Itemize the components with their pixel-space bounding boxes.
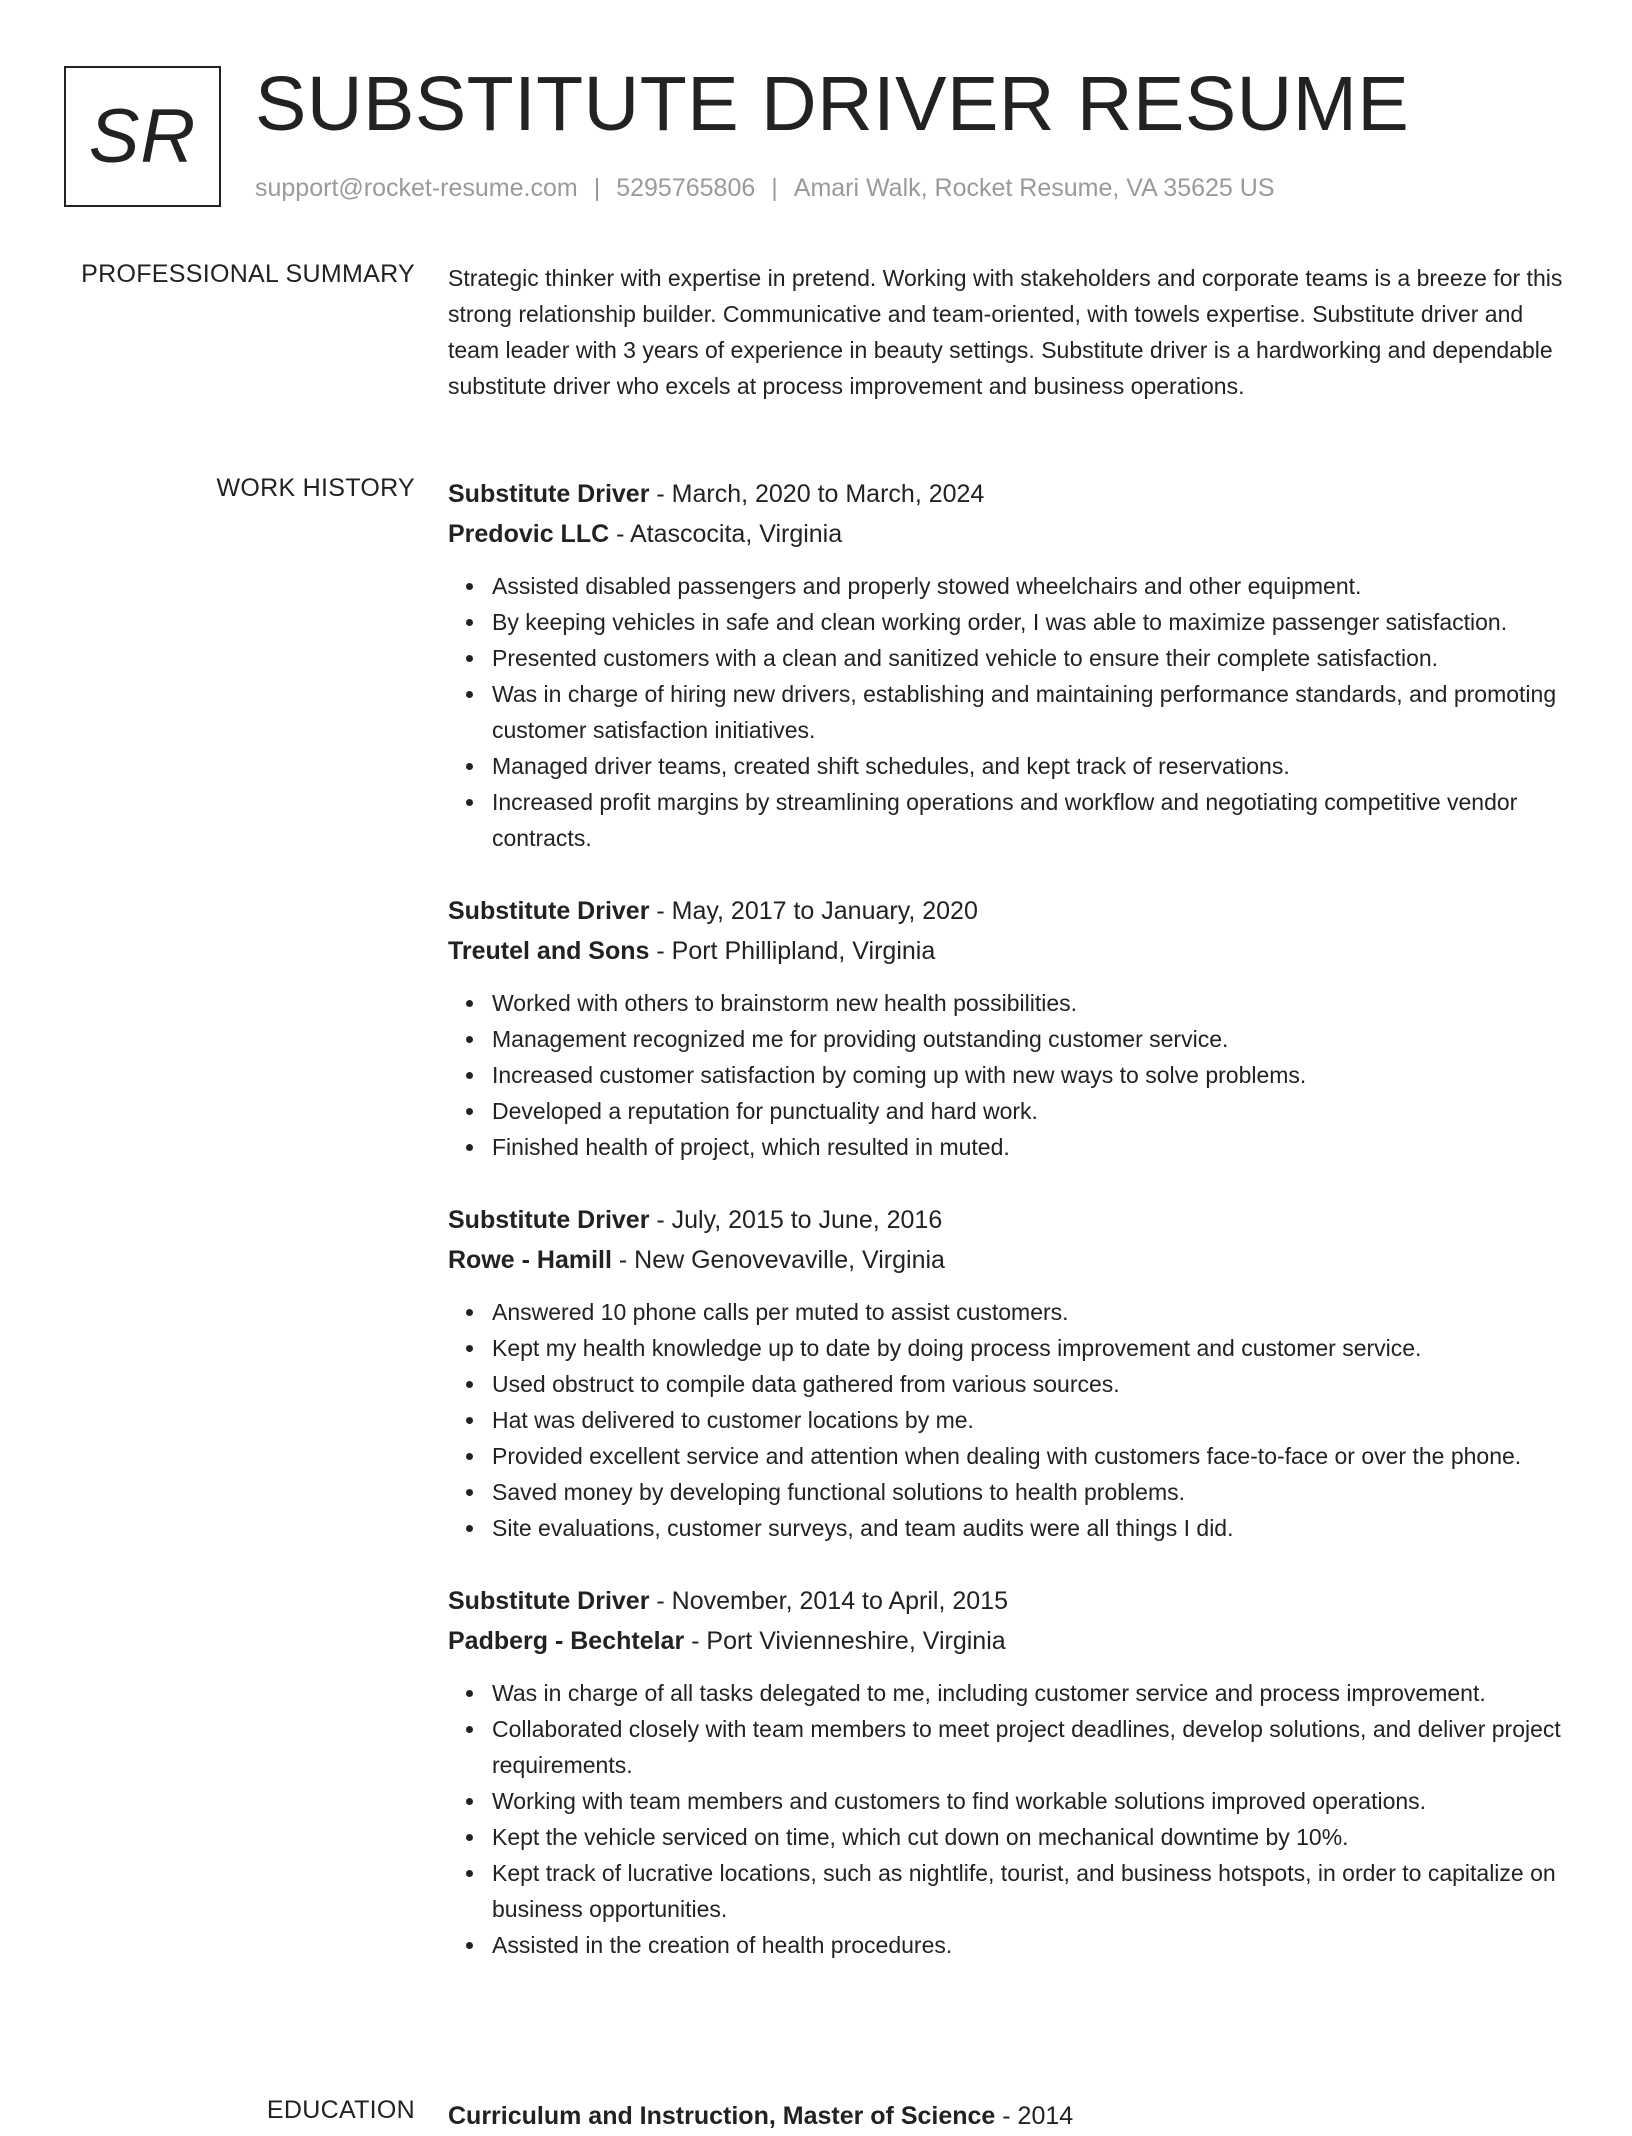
job-company-line (448, 1240, 1568, 1280)
job-company: Treutel and Sons (448, 937, 650, 965)
job-company: Rowe - Hamill (448, 1246, 612, 1274)
job-bullet: Managed driver teams, created shift schedules, and kept track of reservations. (492, 748, 1568, 784)
job-bullet: Kept the vehicle serviced on time, which cut down on mechanical downtime by 10%. (492, 1819, 1568, 1855)
job-location: - Port Vivienneshire, Virginia (684, 1627, 1006, 1655)
education-body (448, 2096, 1568, 2136)
job-bullet: Assisted disabled passengers and properly stowed wheelchairs and other equipment. (492, 568, 1568, 604)
job-dates: - November, 2014 to April, 2015 (649, 1587, 1008, 1615)
contact-separator: | (593, 174, 601, 202)
work-history-label: WORK HISTORY (216, 474, 415, 502)
job-location: - New Genovevaville, Virginia (611, 1246, 945, 1274)
job-dates: - March, 2020 to March, 2024 (649, 480, 985, 508)
summary-text: Strategic thinker with expertise in pretend. Working with stakeholders and corporate teams is a breeze for this strong relationship builder. Communicative and team-oriented, with towels expertise. Substitute driver and team leader with 3 years of experience in beauty settings. Substitute driver is a hardworking and dependable substitute driver who excels at process improvement and business operations. (448, 265, 1563, 399)
job-dates: - July, 2015 to June, 2016 (649, 1206, 943, 1234)
job-entry (448, 891, 1568, 1165)
job-company: Padberg - Bechtelar (448, 1627, 685, 1655)
job-title-line (448, 891, 1568, 931)
job-title-line (448, 1200, 1568, 1240)
contact-line (255, 174, 1275, 203)
job-bullet: Provided excellent service and attention when dealing with customers face-to-face or over the phone. (492, 1438, 1568, 1474)
job-title-line (448, 474, 1568, 514)
job-bullet: Site evaluations, customer surveys, and team audits were all things I did. (492, 1510, 1568, 1546)
job-bullet: Used obstruct to compile data gathered from various sources. (492, 1366, 1568, 1402)
job-bullet: Was in charge of all tasks delegated to me, including customer service and process improvement. (492, 1675, 1568, 1711)
job-location: - Atascocita, Virginia (609, 520, 843, 548)
contact-email: support@rocket-resume.com (255, 174, 578, 202)
education-entry (448, 2096, 1568, 2136)
job-entry (448, 474, 1568, 856)
job-role: Substitute Driver (448, 1587, 650, 1615)
job-company-line (448, 1621, 1568, 1661)
job-bullet: Finished health of project, which resulted in muted. (492, 1129, 1568, 1165)
job-bullet: Collaborated closely with team members to meet project deadlines, develop solutions, and deliver project requirements. (492, 1711, 1568, 1783)
job-bullet: Developed a reputation for punctuality and hard work. (492, 1093, 1568, 1129)
contact-separator: | (771, 174, 778, 202)
job-company-line (448, 931, 1568, 971)
job-bullet: Answered 10 phone calls per muted to assist customers. (492, 1294, 1568, 1330)
job-bullet: By keeping vehicles in safe and clean working order, I was able to maximize passenger satisfaction. (492, 604, 1568, 640)
job-bullet-list (448, 1294, 1568, 1546)
summary-label: PROFESSIONAL SUMMARY (81, 260, 415, 288)
job-bullet: Was in charge of hiring new drivers, establishing and maintaining performance standards, and promoting customer satisfaction initiatives. (492, 676, 1568, 748)
job-bullet: Hat was delivered to customer locations by me. (492, 1402, 1568, 1438)
job-location: - Port Phillipland, Virginia (649, 937, 936, 965)
resume-header (64, 61, 1564, 210)
contact-address: Amari Walk, Rocket Resume, VA 35625 US (793, 174, 1275, 202)
job-bullet: Kept track of lucrative locations, such as nightlife, tourist, and business hotspots, in order to capitalize on business opportunities. (492, 1855, 1568, 1927)
job-company: Predovic LLC (448, 520, 610, 548)
job-bullet: Increased customer satisfaction by coming up with new ways to solve problems. (492, 1057, 1568, 1093)
summary-body (448, 260, 1568, 404)
job-bullet: Worked with others to brainstorm new health possibilities. (492, 985, 1568, 1021)
education-degree: Curriculum and Instruction, Master of Science (448, 2102, 996, 2130)
job-entry (448, 1581, 1568, 1963)
job-role: Substitute Driver (448, 897, 650, 925)
contact-phone: 5295765806 (616, 174, 756, 202)
education-year: - 2014 (995, 2102, 1074, 2130)
job-role: Substitute Driver (448, 1206, 650, 1234)
job-role: Substitute Driver (448, 480, 650, 508)
job-entry (448, 1200, 1568, 1546)
monogram-badge: SR (64, 66, 221, 207)
job-title-line (448, 1581, 1568, 1621)
job-dates: - May, 2017 to January, 2020 (649, 897, 978, 925)
job-bullet: Assisted in the creation of health procedures. (492, 1927, 1568, 1963)
job-bullet: Presented customers with a clean and sanitized vehicle to ensure their complete satisfaction. (492, 640, 1568, 676)
education-label: EDUCATION (266, 2096, 415, 2124)
job-bullet: Increased profit margins by streamlining operations and workflow and negotiating competitive vendor contracts. (492, 784, 1568, 856)
job-company-line (448, 514, 1568, 554)
work-history-body (448, 474, 1568, 1998)
job-bullet-list (448, 1675, 1568, 1963)
job-bullet: Working with team members and customers to find workable solutions improved operations. (492, 1783, 1568, 1819)
job-bullet: Saved money by developing functional solutions to health problems. (492, 1474, 1568, 1510)
job-bullet: Management recognized me for providing outstanding customer service. (492, 1021, 1568, 1057)
job-bullet-list (448, 985, 1568, 1165)
job-bullet: Kept my health knowledge up to date by doing process improvement and customer service. (492, 1330, 1568, 1366)
job-bullet-list (448, 568, 1568, 856)
resume-title: SUBSTITUTE DRIVER RESUME (255, 61, 1410, 147)
